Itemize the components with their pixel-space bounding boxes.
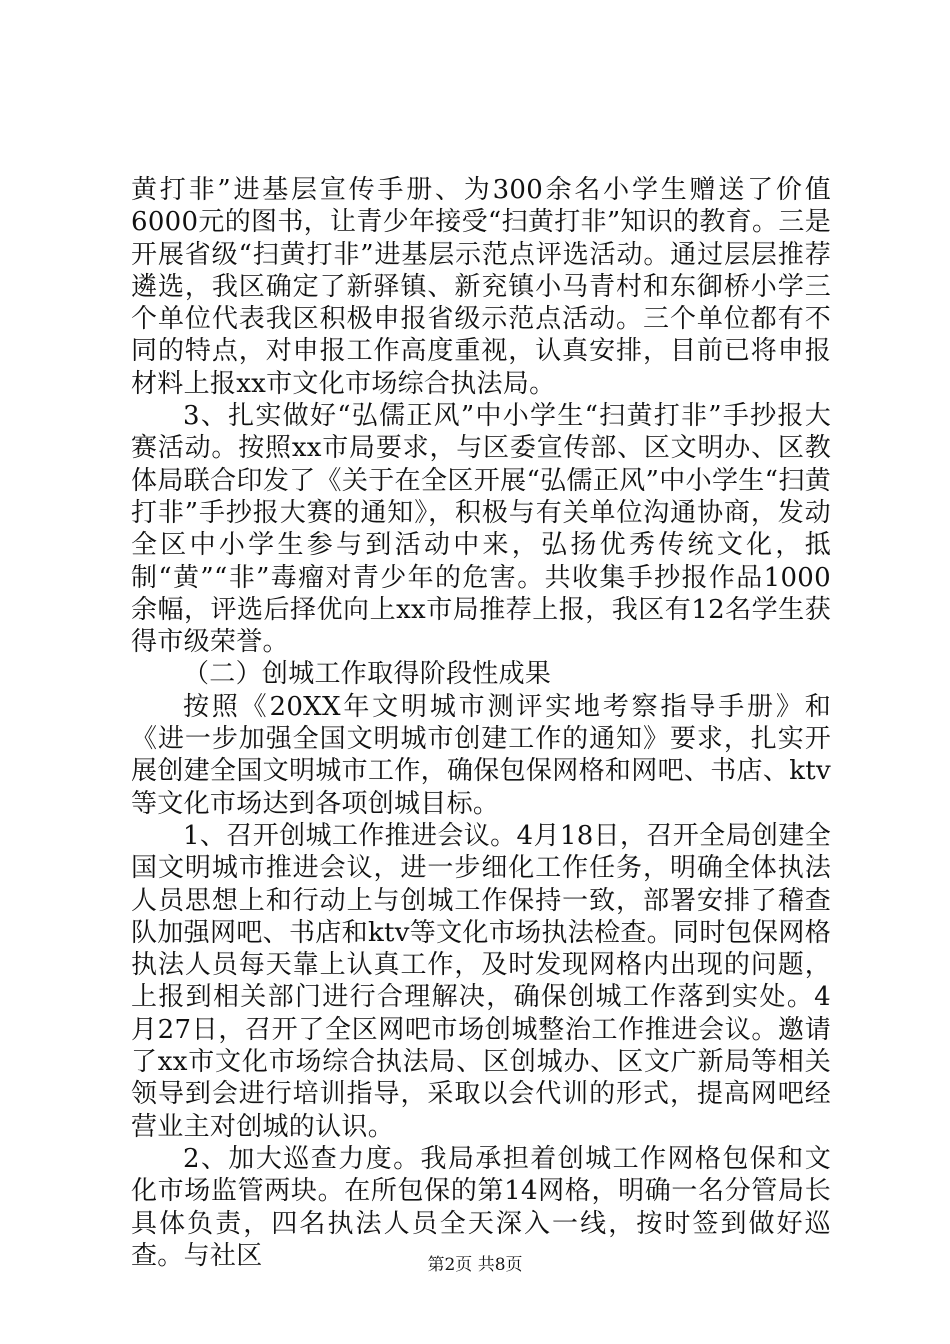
section-heading-civilized-city: （二）创城工作取得阶段性成果 xyxy=(183,659,552,690)
paragraph-continuation: 黄打非”进基层宣传手册、为300余名小学生赠送了价值6000元的图书，让青少年接受“扫黄打非”知识的教育。三是开展省级“扫黄打非”进基层示范点评选活动。通过层层推荐遴选，我区确定了新驿镇、新兖镇小马青村和东御桥小学三个单位代表我区积极申报省级示范点活动。三个单位都有不同的特点，对申报工作高度重视，认真安排，目前已将申报材料上报xx市文化市场综合执法局。 xyxy=(131,175,831,399)
paragraph-civilized-city-intro: 按照《20XX年文明城市测评实地考察指导手册》和《进一步加强全国文明城市创建工作的通知》要求，扎实开展创建全国文明城市工作，确保包保网格和网吧、书店、ktv等文化市场达到各项创城目标。 xyxy=(131,691,831,819)
paragraph-promotion-meeting: 1、召开创城工作推进会议。4月18日，召开全局创建全国文明城市推进会议，进一步细化工作任务，明确全体执法人员思想上和行动上与创城工作保持一致，部署安排了稽查队加强网吧、书店和ktv等文化市场执法检查。同时包保网格执法人员每天靠上认真工作，及时发现网格内出现的问题，上报到相关部门进行合理解决，确保创城工作落到实处。4月27日，召开了全区网吧市场创城整治工作推进会议。邀请了xx市文化市场综合执法局、区创城办、区文广新局等相关领导到会进行培训指导，采取以会代训的形式，提高网吧经营业主对创城的认识。 xyxy=(131,820,831,1142)
document-body xyxy=(131,174,831,1272)
page-number-footer: 第2页 共8页 xyxy=(427,1255,523,1275)
paragraph-handwritten-newspaper-contest: 3、扎实做好“弘儒正风”中小学生“扫黄打非”手抄报大赛活动。按照xx市局要求，与区委宣传部、区文明办、区教体局联合印发了《关于在全区开展“弘儒正风”中小学生“扫黄打非”手抄报大赛的通知》，积极与有关单位沟通协商，发动全区中小学生参与到活动中来，弘扬优秀传统文化，抵制“黄”“非”毒瘤对青少年的危害。共收集手抄报作品1000余幅，评选后择优向上xx市局推荐上报，我区有12名学生获得市级荣誉。 xyxy=(131,401,831,658)
paragraph-inspection-effort: 2、加大巡查力度。我局承担着创城工作网格包保和文化市场监管两块。在所包保的第14网格，明确一名分管局长具体负责，四名执法人员全天深入一线，按时签到做好巡查。与社区 xyxy=(131,1143,831,1271)
